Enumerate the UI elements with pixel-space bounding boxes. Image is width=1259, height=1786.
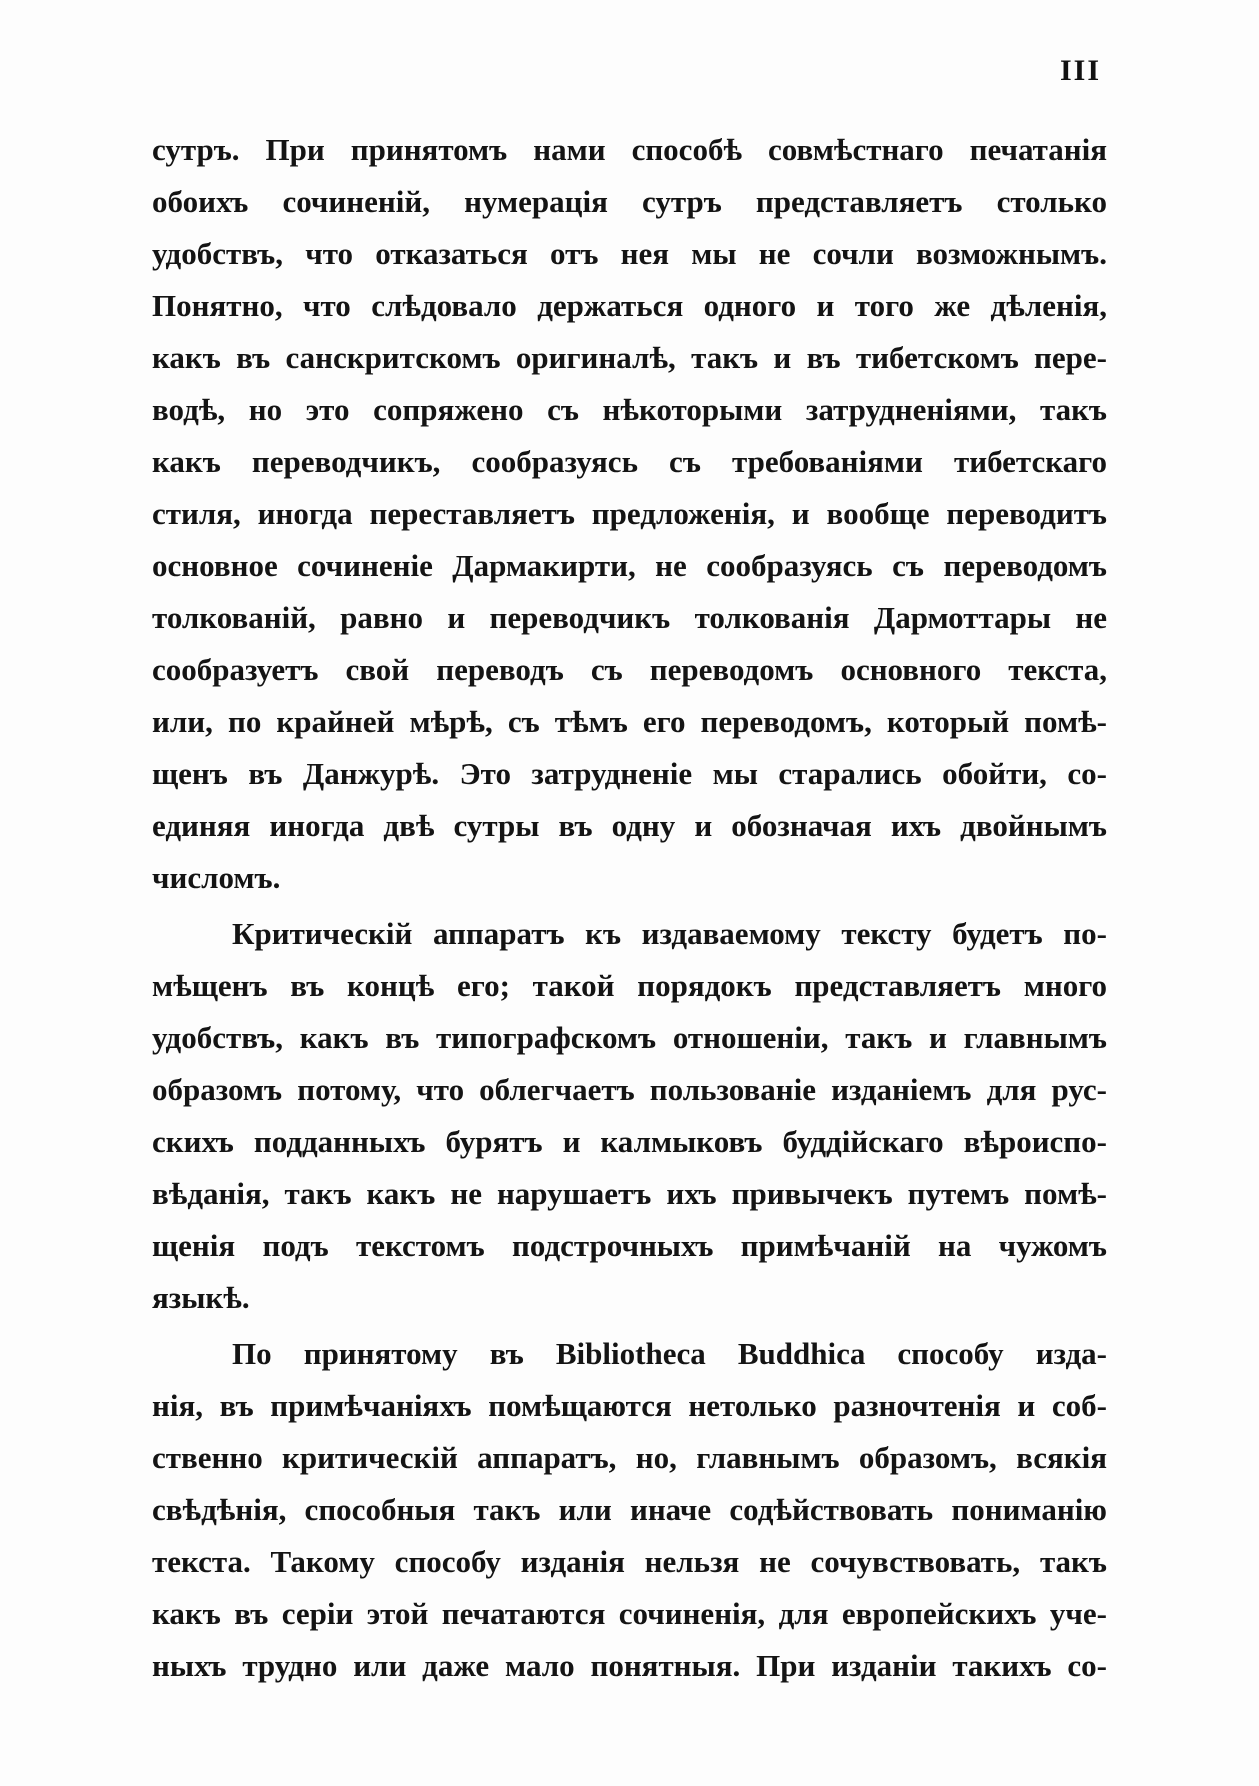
text-line: Критическій аппаратъ къ издаваемому тексту будетъ по- [232, 916, 1107, 951]
text-line: вѣданія, такъ какъ не нарушаетъ ихъ привычекъ путемъ помѣ- [152, 1176, 1107, 1211]
text-line: водѣ, но это сопряжено съ нѣкоторыми затрудненіями, такъ [152, 392, 1107, 427]
text-line: текста. Такому способу изданія нельзя не сочувствовать, такъ [152, 1544, 1107, 1579]
text-line: или, по крайней мѣрѣ, съ тѣмъ его переводомъ, который помѣ- [152, 704, 1107, 739]
text-line: ственно критическій аппаратъ, но, главнымъ образомъ, всякія [152, 1440, 1107, 1475]
paragraph-3 [152, 1328, 1107, 1692]
text-line: свѣдѣнія, способныя такъ или иначе содѣйствовать пониманію [152, 1492, 1107, 1527]
text-line: удобствъ, что отказаться отъ нея мы не сочли возможнымъ. [152, 236, 1107, 271]
text-line: числомъ. [152, 860, 281, 895]
page-number: III [1059, 54, 1101, 87]
text-line: стиля, иногда переставляетъ предложенія, и вообще переводитъ [152, 496, 1107, 531]
text-line: сутръ. При принятомъ нами способѣ совмѣстнаго печатанія [152, 132, 1107, 167]
paragraph-2 [152, 908, 1107, 1324]
text-line: единяя иногда двѣ сутры въ одну и обозначая ихъ двойнымъ [152, 808, 1107, 843]
text-line: образомъ потому, что облегчаетъ пользованіе изданіемъ для рус- [152, 1072, 1107, 1107]
text-line: щенія подъ текстомъ подстрочныхъ примѣчаній на чужомъ [152, 1228, 1107, 1263]
text-line: щенъ въ Данжурѣ. Это затрудненіе мы старались обойти, со- [152, 756, 1107, 791]
paragraph-1 [152, 124, 1107, 904]
text-line: нія, въ примѣчаніяхъ помѣщаются нетолько разночтенія и соб- [152, 1388, 1107, 1423]
text-line: языкѣ. [152, 1280, 250, 1315]
text-line: основное сочиненіе Дармакирти, не сообразуясь съ переводомъ [152, 548, 1107, 583]
text-line: какъ въ санскритскомъ оригиналѣ, такъ и въ тибетскомъ пере- [152, 340, 1107, 375]
text-line: мѣщенъ въ концѣ его; такой порядокъ представляетъ много [152, 968, 1107, 1003]
text-line: какъ переводчикъ, сообразуясь съ требованіями тибетскаго [152, 444, 1107, 479]
text-line: сообразуетъ свой переводъ съ переводомъ основного текста, [152, 652, 1107, 687]
text-line: По принятому въ Bibliotheca Buddhica способу изда- [232, 1336, 1107, 1371]
text-line: ныхъ трудно или даже мало понятныя. При изданіи такихъ со- [152, 1648, 1107, 1683]
text-line: какъ въ серіи этой печатаются сочиненія, для европейскихъ уче- [152, 1596, 1107, 1631]
body-text [152, 124, 1107, 1692]
text-line: толкованій, равно и переводчикъ толкованія Дармоттары не [152, 600, 1107, 635]
text-line: скихъ подданныхъ бурятъ и калмыковъ буддійскаго вѣроиспо- [152, 1124, 1107, 1159]
text-line: Понятно, что слѣдовало держаться одного и того же дѣленія, [152, 288, 1107, 323]
text-line: удобствъ, какъ въ типографскомъ отношеніи, такъ и главнымъ [152, 1020, 1107, 1055]
text-line: обоихъ сочиненій, нумерація сутръ представляетъ столько [152, 184, 1107, 219]
